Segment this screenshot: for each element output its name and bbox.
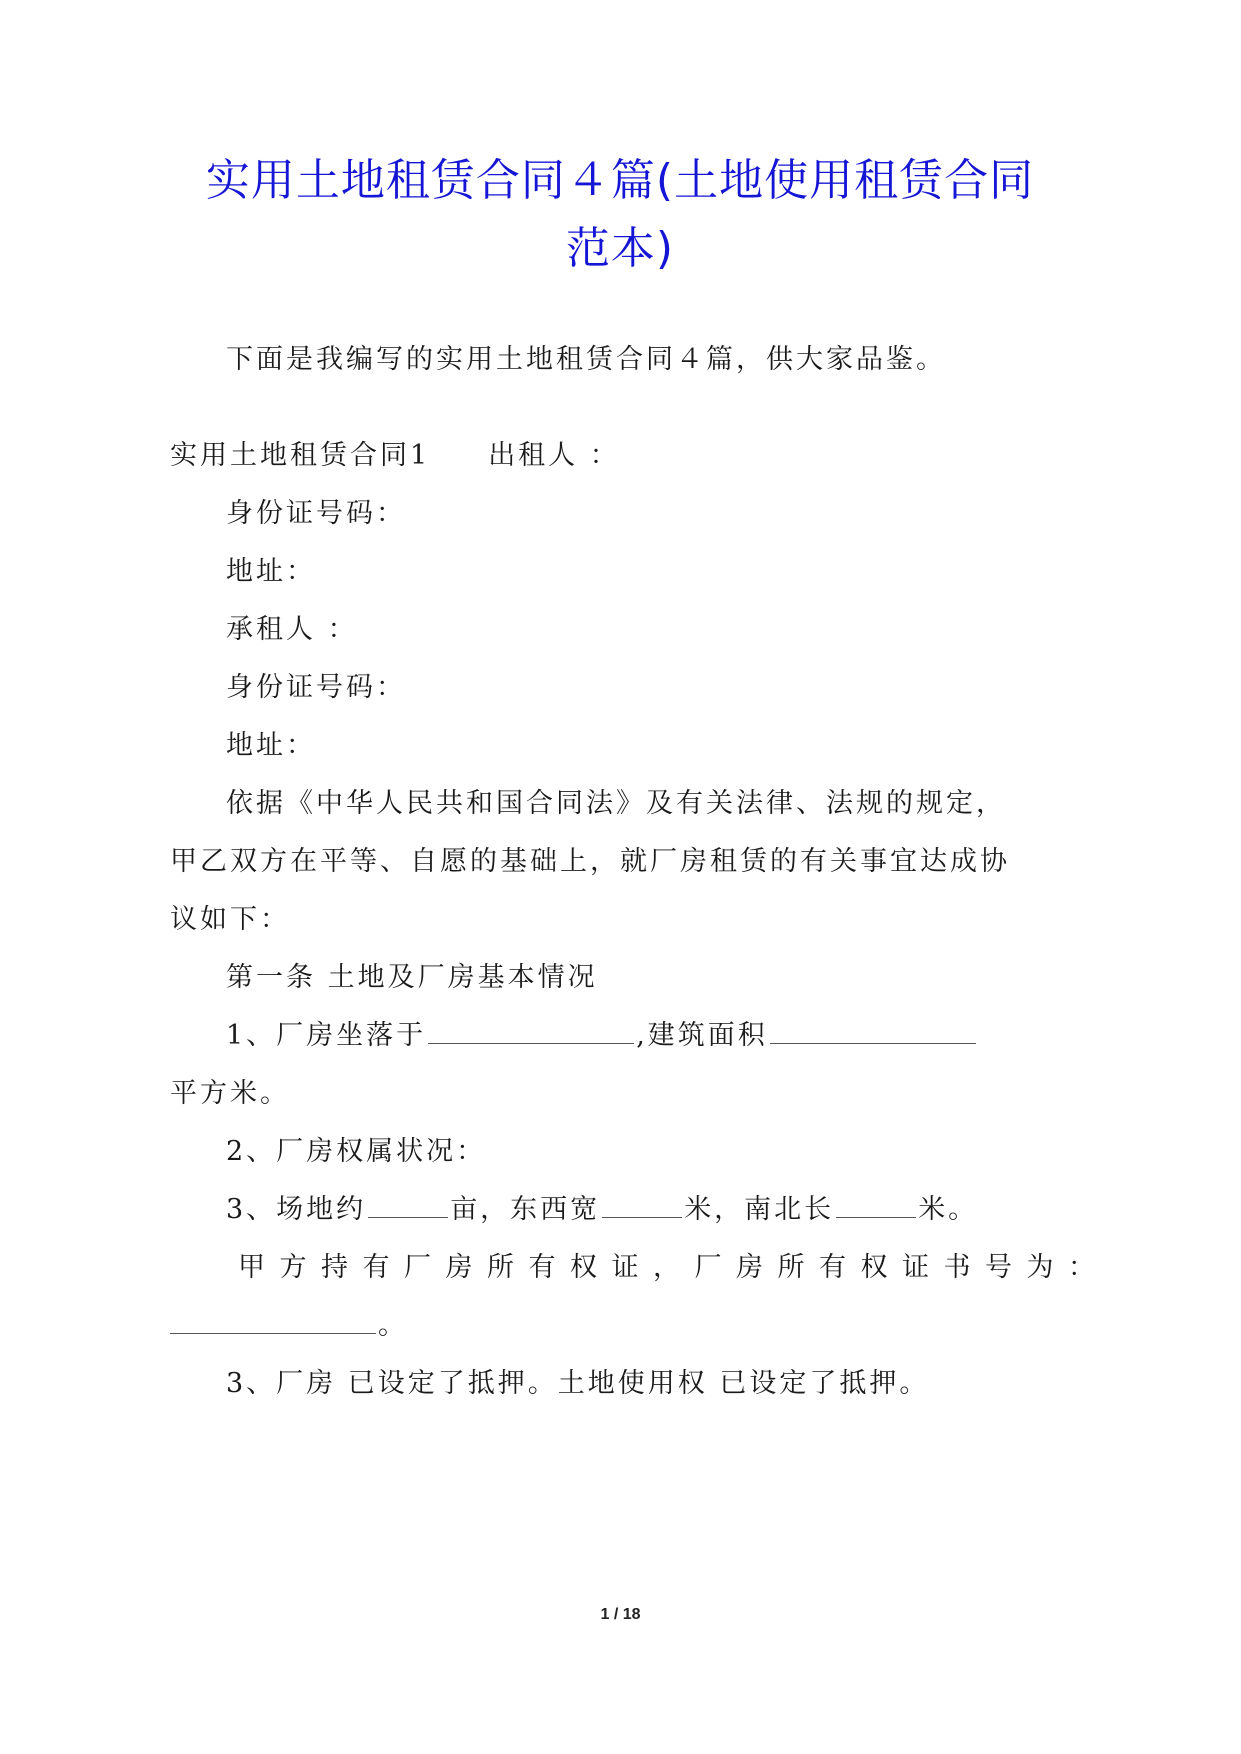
contract-1-heading-line — [170, 436, 620, 476]
certificate-number-line — [170, 1306, 408, 1346]
certificate-number-blank[interactable] — [170, 1307, 376, 1334]
item-1-location-label: 1、厂房坐落于 — [226, 1020, 427, 1051]
item-1-unit: 平方米。 — [170, 1078, 290, 1109]
item-3-length-label: 米，南北长 — [684, 1194, 835, 1225]
width-blank[interactable] — [602, 1191, 682, 1218]
contract-1-heading: 实用土地租赁合同1 — [170, 440, 431, 471]
document-title-line-2: 范本) — [565, 223, 675, 274]
lessor-label: 出租人 ： — [488, 440, 620, 471]
lessor-address-label: 地址： — [226, 556, 316, 587]
item-3-unit: 米。 — [918, 1194, 979, 1225]
item-3-site-label: 3、场地约 — [226, 1194, 367, 1225]
location-blank[interactable] — [428, 1017, 634, 1044]
certificate-line: 甲方持有厂房所有权证，厂房所有权证书号为： — [238, 1252, 1110, 1283]
item-3-mortgage: 3、厂房 已设定了抵押。土地使用权 已设定了抵押。 — [226, 1368, 930, 1399]
item-3-line — [226, 1190, 978, 1230]
item-1-line — [226, 1016, 978, 1056]
article-1-title: 第一条 土地及厂房基本情况 — [226, 962, 598, 993]
lessee-label: 承租人 ： — [226, 614, 358, 645]
lessee-address-label: 地址： — [226, 730, 316, 761]
lessor-id-label: 身份证号码： — [226, 498, 406, 529]
certificate-end: 。 — [378, 1310, 408, 1341]
area-blank[interactable] — [770, 1017, 976, 1044]
item-3-width-label: 亩，东西宽 — [450, 1194, 601, 1225]
basis-paragraph-line-1: 依据《中华人民共和国合同法》及有关法律、法规的规定， — [226, 788, 1006, 819]
intro-paragraph: 下面是我编写的实用土地租赁合同４篇，供大家品鉴。 — [226, 344, 946, 375]
lessee-id-label: 身份证号码： — [226, 672, 406, 703]
length-blank[interactable] — [836, 1191, 916, 1218]
mu-blank[interactable] — [368, 1191, 448, 1218]
basis-paragraph-line-3: 议如下： — [170, 904, 290, 935]
document-title-line-1: 实用土地租赁合同４篇(土地使用租赁合同 — [205, 155, 1035, 206]
basis-paragraph-line-2: 甲乙双方在平等、自愿的基础上，就厂房租赁的有关事宜达成协 — [170, 846, 1010, 877]
item-2-ownership: 2、厂房权属状况： — [226, 1136, 487, 1167]
page-indicator: 1 / 18 — [600, 1606, 641, 1623]
item-1-area-label: ,建筑面积 — [636, 1020, 768, 1051]
